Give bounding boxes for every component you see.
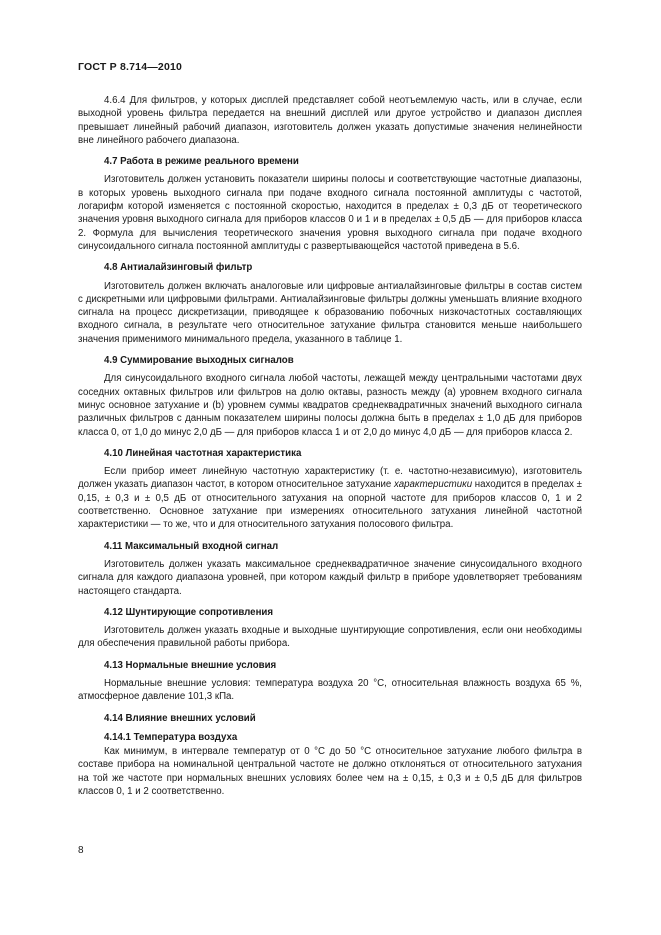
section-heading: 4.14 Влияние внешних условий	[104, 712, 256, 724]
section-heading: 4.8 Антиалайзинговый фильтр	[104, 262, 253, 274]
section-heading: 4.11 Максимальный входной сигнал	[104, 540, 279, 552]
paragraph: Для синусоидального входного сигнала любой частоты, лежащей между центральными частотами двух соседних октавных фильтров или фильтров на долю октавы, разность между (а) уровнем входного сигнала минус основное затухание и (b) уровнем суммы квадратов среднеквадратичных значений выходного сигнала различных фильтров с данным показателем ширины полосы должна быть в пределах ± 1,0 дБ для приборов класса 0, от 1,0 до минус 2,0 дБ — для приборов класса 1 и от 2,0 до минус 4,0 дБ — для приборов класса 2.	[78, 373, 582, 438]
document-body	[78, 94, 582, 798]
paragraph: Изготовитель должен установить показатели ширины полосы и соответствующие частотные диапазоны, в которых уровень выходного сигнала при подаче входного сигнала постоянной амплитуды с частотой, логарифм которой изменяется с постоянной скоростью, находится в пределах ± 0,3 дБ от теоретического значения уровня выходного сигнала для приборов классов 0 и 1 и в пределах ± 0,5 дБ — для приборов класса 2. Формула для вычисления теоретического значения уровня выходного сигнала при подаче входного синусоидального сигнала постоянной амплитуды с развертывающейся частотой приведена в 5.6.	[78, 174, 582, 252]
paragraph: Как минимум, в интервале температур от 0 °С до 50 °С относительное затухание любого фильтра в составе прибора на номинальной центральной частоте не должно отклоняться от относительного затухания на той же частоте при нормальных внешних условиях более чем на ± 0,15, ± 0,3 и ± 0,5 дБ для фильтров классов 0, 1 и 2 соответственно.	[78, 746, 582, 798]
paragraph: Нормальные внешние условия: температура воздуха 20 °С, относительная влажность воздуха 65 %, атмосферное давление 101,3 кПа.	[78, 677, 582, 703]
section-heading: 4.10 Линейная частотная характеристика	[104, 447, 302, 459]
section-heading: 4.9 Суммирование выходных сигналов	[104, 355, 294, 367]
section-heading: 4.7 Работа в режиме реального времени	[104, 156, 299, 168]
page-number: 8	[78, 845, 84, 856]
paragraph: Изготовитель должен включать аналоговые или цифровые антиалайзинговые фильтры в состав систем с дискретными или цифровыми фильтрами. Антиалайзинговые фильтры должны уменьшать влияние входного сигнала на процесс дискретизации, приводящее к образованию побочных низкочастотных составляющих входного сигнала, в результате чего относительное затухание фильтра становится меньше наибольшего значения применимого минимального предела, указанного в таблице 1.	[78, 280, 582, 345]
section-heading: 4.12 Шунтирующие сопротивления	[104, 606, 274, 618]
paragraph: Изготовитель должен указать входные и выходные шунтирующие сопротивления, если они необходимы для обеспечения правильной работы прибора.	[78, 625, 582, 650]
document-header: ГОСТ Р 8.714—2010	[78, 61, 183, 73]
paragraph: Если прибор имеет линейную частотную характеристику (т. е. частотно-независимую), изготовитель должен указать диапазон частот, в котором относительное затухание характеристики находится в пределах ± 0,15, ± 0,3 и ± 0,5 дБ от относительного затухания на опорной частоте для приборов классов 0, 1 и 2 соответственно. Основное затухание при измерениях относительного затухания линейной частотной характеристики — то же, что и для относительного затухания полосового фильтра.	[78, 466, 582, 531]
italic-term: характеристики	[394, 479, 473, 491]
subsection-heading: 4.14.1 Температура воздуха	[104, 731, 238, 743]
paragraph: Изготовитель должен указать максимальное среднеквадратичное значение синусоидального входного сигнала для каждого диапазона уровней, при котором каждый фильтр в приборе удовлетворяет требованиям настоящего стандарта.	[78, 558, 582, 597]
section-heading: 4.13 Нормальные внешние условия	[104, 659, 277, 671]
paragraph: 4.6.4 Для фильтров, у которых дисплей представляет собой неотъемлемую часть, или в случае, если выходной уровень фильтра передается на внешний дисплей или другое устройство и диапазон дисплея превышает линейный рабочий диапазон, изготовитель должен указать допустимые значения нелинейности вне линейного рабочего диапазона.	[78, 95, 582, 146]
